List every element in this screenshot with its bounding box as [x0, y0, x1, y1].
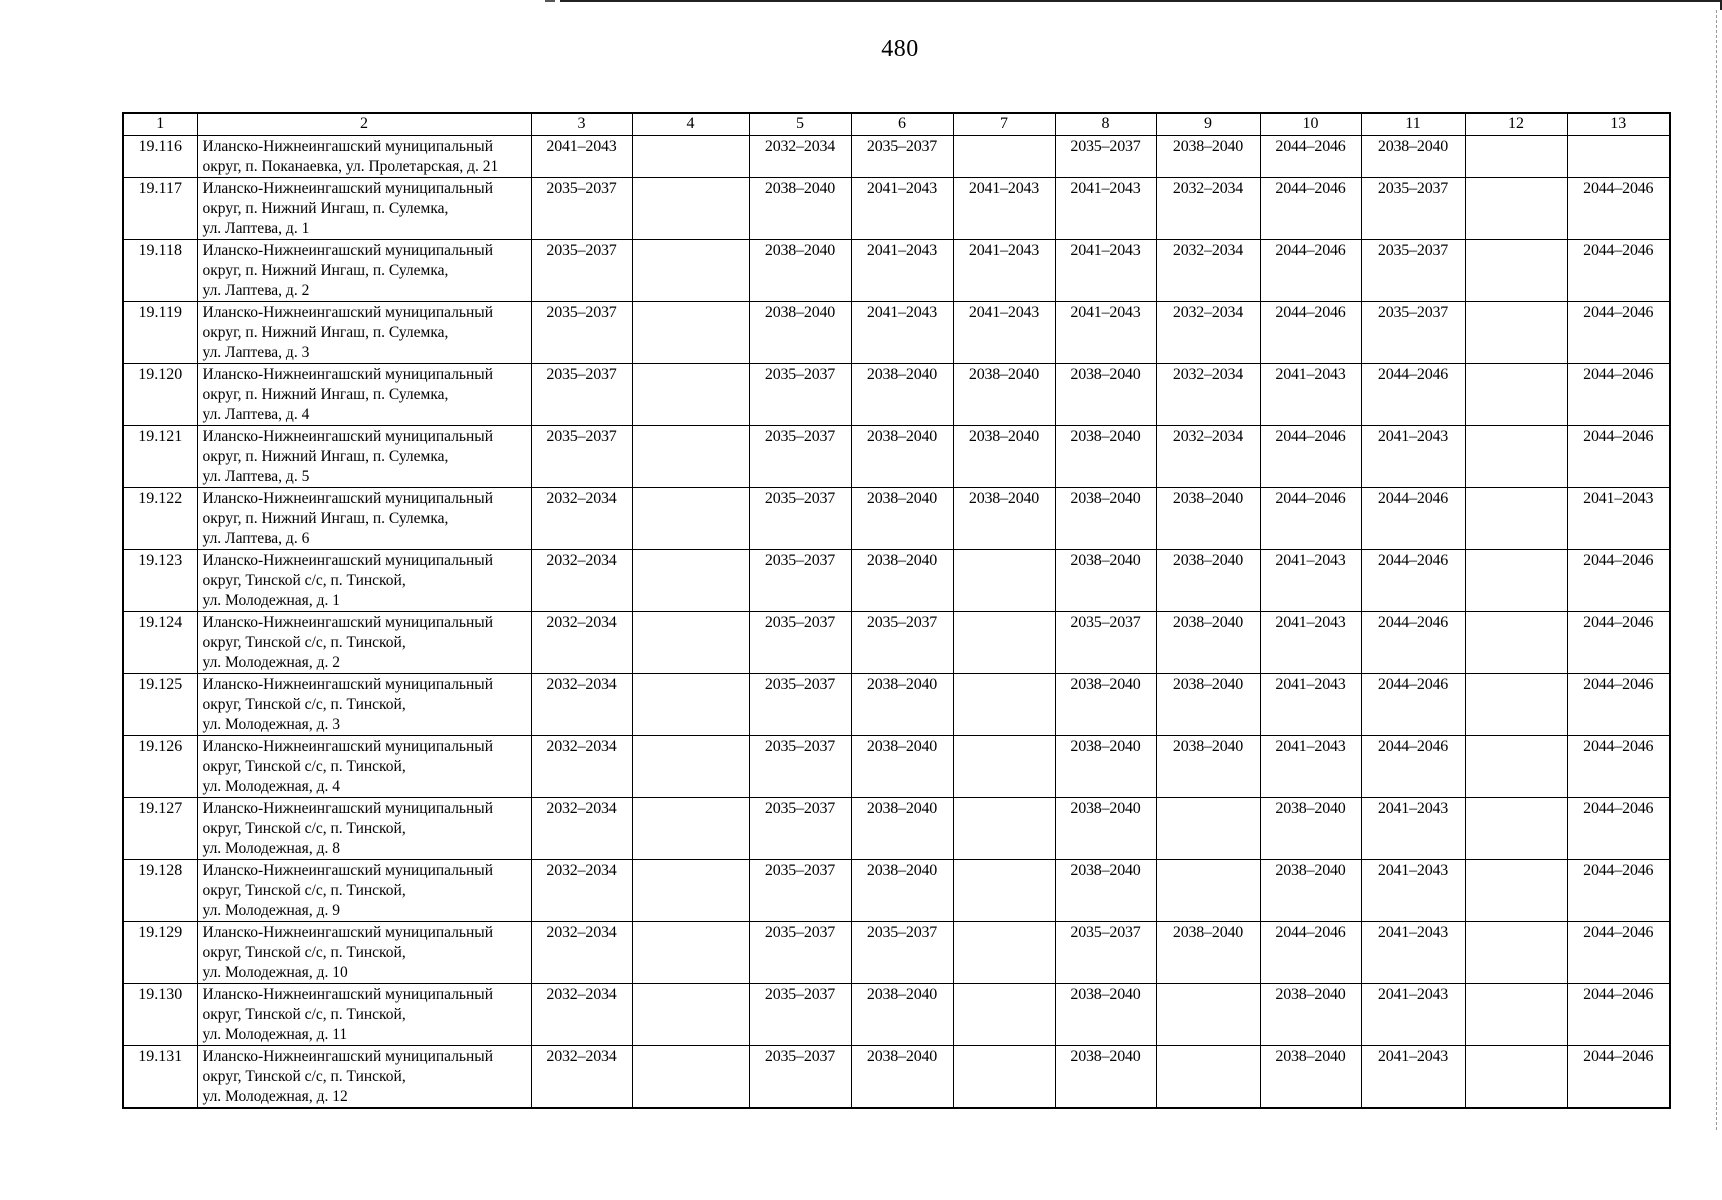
- address-line: Иланско-Нижнеингашский муниципальный: [202, 924, 494, 941]
- column-header-6: 6: [851, 113, 953, 136]
- address-cell: [197, 488, 531, 550]
- table-row: [123, 860, 1670, 922]
- period-cell-7: [953, 550, 1055, 612]
- period-cell-12: [1465, 426, 1567, 488]
- address-line: Иланско-Нижнеингашский муниципальный: [202, 614, 494, 631]
- period-cell-13: 2041–2043: [1567, 488, 1670, 550]
- period-cell-7: 2041–2043: [953, 178, 1055, 240]
- period-cell-12: [1465, 550, 1567, 612]
- period-cell-11: 2041–2043: [1361, 922, 1465, 984]
- period-cell-10: 2044–2046: [1260, 302, 1361, 364]
- period-cell-8: 2038–2040: [1055, 860, 1156, 922]
- period-cell-8: 2038–2040: [1055, 984, 1156, 1046]
- address-line: ул. Молодежная, д. 3: [202, 716, 340, 733]
- address-cell: [197, 550, 531, 612]
- period-cell-8: 2038–2040: [1055, 674, 1156, 736]
- address-line: ул. Молодежная, д. 2: [202, 654, 340, 671]
- table-row: [123, 674, 1670, 736]
- period-cell-8: 2038–2040: [1055, 798, 1156, 860]
- period-cell-12: [1465, 178, 1567, 240]
- period-cell-4: [632, 240, 749, 302]
- table-row: [123, 922, 1670, 984]
- period-cell-8: 2038–2040: [1055, 550, 1156, 612]
- row-number: 19.122: [123, 488, 197, 550]
- period-cell-4: [632, 798, 749, 860]
- period-cell-8: 2035–2037: [1055, 136, 1156, 178]
- address-line: Иланско-Нижнеингашский муниципальный: [202, 490, 494, 507]
- address-cell: [197, 178, 531, 240]
- column-header-7: 7: [953, 113, 1055, 136]
- address-cell: [197, 674, 531, 736]
- period-cell-5: 2035–2037: [749, 798, 851, 860]
- address-line: округ, Тинской с/с, п. Тинской,: [202, 1068, 406, 1085]
- period-cell-11: 2041–2043: [1361, 1046, 1465, 1109]
- period-cell-7: [953, 798, 1055, 860]
- period-cell-3: 2032–2034: [531, 798, 632, 860]
- address-line: округ, п. Нижний Ингаш, п. Сулемка,: [202, 262, 449, 279]
- row-number: 19.116: [123, 136, 197, 178]
- period-cell-6: 2038–2040: [851, 674, 953, 736]
- period-cell-11: 2041–2043: [1361, 426, 1465, 488]
- row-number: 19.123: [123, 550, 197, 612]
- period-cell-6: 2038–2040: [851, 488, 953, 550]
- period-cell-7: [953, 612, 1055, 674]
- period-cell-13: 2044–2046: [1567, 674, 1670, 736]
- period-cell-12: [1465, 798, 1567, 860]
- period-cell-6: 2041–2043: [851, 240, 953, 302]
- row-number: 19.130: [123, 984, 197, 1046]
- period-cell-8: 2041–2043: [1055, 178, 1156, 240]
- period-cell-5: 2035–2037: [749, 364, 851, 426]
- period-cell-4: [632, 984, 749, 1046]
- period-cell-7: 2041–2043: [953, 240, 1055, 302]
- period-cell-6: 2038–2040: [851, 798, 953, 860]
- period-cell-12: [1465, 860, 1567, 922]
- address-line: округ, Тинской с/с, п. Тинской,: [202, 820, 406, 837]
- period-cell-3: 2032–2034: [531, 612, 632, 674]
- period-cell-9: [1156, 860, 1260, 922]
- address-cell: [197, 798, 531, 860]
- address-line: округ, Тинской с/с, п. Тинской,: [202, 634, 406, 651]
- period-cell-6: 2038–2040: [851, 1046, 953, 1109]
- period-cell-7: [953, 922, 1055, 984]
- period-cell-6: 2038–2040: [851, 736, 953, 798]
- period-cell-12: [1465, 364, 1567, 426]
- period-cell-5: 2035–2037: [749, 1046, 851, 1109]
- table-row: [123, 364, 1670, 426]
- period-cell-13: 2044–2046: [1567, 426, 1670, 488]
- period-cell-10: 2044–2046: [1260, 488, 1361, 550]
- period-cell-3: 2035–2037: [531, 426, 632, 488]
- period-cell-8: 2038–2040: [1055, 488, 1156, 550]
- column-header-12: 12: [1465, 113, 1567, 136]
- period-cell-6: 2035–2037: [851, 922, 953, 984]
- period-cell-12: [1465, 136, 1567, 178]
- table-row: [123, 302, 1670, 364]
- period-cell-12: [1465, 736, 1567, 798]
- period-cell-3: 2035–2037: [531, 240, 632, 302]
- address-line: ул. Лаптева, д. 6: [202, 530, 310, 547]
- address-cell: [197, 860, 531, 922]
- address-line: ул. Молодежная, д. 1: [202, 592, 340, 609]
- row-number: 19.125: [123, 674, 197, 736]
- period-cell-5: 2035–2037: [749, 488, 851, 550]
- period-cell-9: 2032–2034: [1156, 240, 1260, 302]
- period-cell-6: 2038–2040: [851, 550, 953, 612]
- address-line: округ, Тинской с/с, п. Тинской,: [202, 944, 406, 961]
- period-cell-7: 2038–2040: [953, 488, 1055, 550]
- period-cell-11: 2035–2037: [1361, 302, 1465, 364]
- period-cell-6: 2041–2043: [851, 178, 953, 240]
- column-header-13: 13: [1567, 113, 1670, 136]
- period-cell-11: 2044–2046: [1361, 612, 1465, 674]
- column-header-1: 1: [123, 113, 197, 136]
- address-line: Иланско-Нижнеингашский муниципальный: [202, 1048, 494, 1065]
- address-line: ул. Молодежная, д. 11: [202, 1026, 348, 1043]
- address-line: ул. Лаптева, д. 5: [202, 468, 310, 485]
- address-line: ул. Молодежная, д. 4: [202, 778, 340, 795]
- period-cell-3: 2035–2037: [531, 364, 632, 426]
- period-cell-13: 2044–2046: [1567, 178, 1670, 240]
- period-cell-9: [1156, 984, 1260, 1046]
- schedule-table: [122, 112, 1671, 1109]
- address-line: ул. Молодежная, д. 9: [202, 902, 340, 919]
- period-cell-4: [632, 674, 749, 736]
- row-number: 19.131: [123, 1046, 197, 1109]
- period-cell-13: 2044–2046: [1567, 922, 1670, 984]
- column-header-4: 4: [632, 113, 749, 136]
- period-cell-3: 2035–2037: [531, 302, 632, 364]
- period-cell-3: 2032–2034: [531, 550, 632, 612]
- row-number: 19.119: [123, 302, 197, 364]
- period-cell-4: [632, 136, 749, 178]
- column-header-8: 8: [1055, 113, 1156, 136]
- address-line: ул. Молодежная, д. 10: [202, 964, 348, 981]
- period-cell-4: [632, 736, 749, 798]
- address-cell: [197, 426, 531, 488]
- period-cell-4: [632, 302, 749, 364]
- period-cell-6: 2038–2040: [851, 860, 953, 922]
- period-cell-3: 2032–2034: [531, 736, 632, 798]
- period-cell-4: [632, 178, 749, 240]
- address-line: Иланско-Нижнеингашский муниципальный: [202, 862, 494, 879]
- period-cell-11: 2041–2043: [1361, 798, 1465, 860]
- period-cell-6: 2038–2040: [851, 426, 953, 488]
- period-cell-5: 2038–2040: [749, 302, 851, 364]
- period-cell-10: 2038–2040: [1260, 1046, 1361, 1109]
- period-cell-13: 2044–2046: [1567, 364, 1670, 426]
- period-cell-11: 2038–2040: [1361, 136, 1465, 178]
- address-line: округ, п. Нижний Ингаш, п. Сулемка,: [202, 324, 449, 341]
- period-cell-8: 2038–2040: [1055, 1046, 1156, 1109]
- period-cell-13: 2044–2046: [1567, 550, 1670, 612]
- period-cell-5: 2038–2040: [749, 240, 851, 302]
- address-line: Иланско-Нижнеингашский муниципальный: [202, 986, 494, 1003]
- period-cell-7: [953, 984, 1055, 1046]
- address-line: Иланско-Нижнеингашский муниципальный: [202, 428, 494, 445]
- address-cell: [197, 984, 531, 1046]
- period-cell-13: 2044–2046: [1567, 984, 1670, 1046]
- column-header-11: 11: [1361, 113, 1465, 136]
- period-cell-4: [632, 426, 749, 488]
- period-cell-7: 2038–2040: [953, 364, 1055, 426]
- address-line: округ, Тинской с/с, п. Тинской,: [202, 696, 406, 713]
- row-number: 19.129: [123, 922, 197, 984]
- period-cell-7: [953, 1046, 1055, 1109]
- period-cell-11: 2044–2046: [1361, 364, 1465, 426]
- period-cell-5: 2035–2037: [749, 612, 851, 674]
- period-cell-7: 2038–2040: [953, 426, 1055, 488]
- address-line: Иланско-Нижнеингашский муниципальный: [202, 304, 494, 321]
- address-cell: [197, 136, 531, 178]
- table-body: [123, 136, 1670, 1109]
- column-header-3: 3: [531, 113, 632, 136]
- period-cell-10: 2044–2046: [1260, 240, 1361, 302]
- period-cell-13: 2044–2046: [1567, 1046, 1670, 1109]
- period-cell-8: 2038–2040: [1055, 364, 1156, 426]
- period-cell-5: 2035–2037: [749, 736, 851, 798]
- period-cell-9: [1156, 1046, 1260, 1109]
- period-cell-13: [1567, 136, 1670, 178]
- period-cell-4: [632, 922, 749, 984]
- row-number: 19.120: [123, 364, 197, 426]
- address-cell: [197, 612, 531, 674]
- period-cell-12: [1465, 1046, 1567, 1109]
- period-cell-12: [1465, 240, 1567, 302]
- address-line: ул. Лаптева, д. 2: [202, 282, 310, 299]
- address-line: ул. Молодежная, д. 8: [202, 840, 340, 857]
- row-number: 19.124: [123, 612, 197, 674]
- address-line: Иланско-Нижнеингашский муниципальный: [202, 138, 494, 155]
- address-line: Иланско-Нижнеингашский муниципальный: [202, 800, 494, 817]
- row-number: 19.128: [123, 860, 197, 922]
- period-cell-10: 2041–2043: [1260, 612, 1361, 674]
- table-row: [123, 550, 1670, 612]
- period-cell-11: 2041–2043: [1361, 860, 1465, 922]
- right-edge-rule: [1716, 10, 1718, 1130]
- period-cell-11: 2044–2046: [1361, 550, 1465, 612]
- period-cell-8: 2035–2037: [1055, 922, 1156, 984]
- address-line: округ, Тинской с/с, п. Тинской,: [202, 572, 406, 589]
- period-cell-10: 2041–2043: [1260, 550, 1361, 612]
- table-row: [123, 426, 1670, 488]
- address-line: округ, п. Нижний Ингаш, п. Сулемка,: [202, 448, 449, 465]
- period-cell-10: 2044–2046: [1260, 178, 1361, 240]
- row-number: 19.127: [123, 798, 197, 860]
- address-line: округ, п. Нижний Ингаш, п. Сулемка,: [202, 510, 449, 527]
- period-cell-9: 2032–2034: [1156, 178, 1260, 240]
- address-line: Иланско-Нижнеингашский муниципальный: [202, 180, 494, 197]
- column-header-2: 2: [197, 113, 531, 136]
- address-line: Иланско-Нижнеингашский муниципальный: [202, 552, 494, 569]
- period-cell-5: 2035–2037: [749, 860, 851, 922]
- table-row: [123, 178, 1670, 240]
- column-number-row: [123, 113, 1670, 136]
- period-cell-9: [1156, 798, 1260, 860]
- table-row: [123, 612, 1670, 674]
- period-cell-8: 2038–2040: [1055, 426, 1156, 488]
- period-cell-7: [953, 674, 1055, 736]
- period-cell-8: 2038–2040: [1055, 736, 1156, 798]
- period-cell-5: 2038–2040: [749, 178, 851, 240]
- address-line: Иланско-Нижнеингашский муниципальный: [202, 738, 494, 755]
- period-cell-9: 2038–2040: [1156, 674, 1260, 736]
- table-row: [123, 488, 1670, 550]
- address-cell: [197, 922, 531, 984]
- column-header-5: 5: [749, 113, 851, 136]
- period-cell-3: 2032–2034: [531, 860, 632, 922]
- address-line: Иланско-Нижнеингашский муниципальный: [202, 366, 494, 383]
- period-cell-13: 2044–2046: [1567, 860, 1670, 922]
- period-cell-11: 2035–2037: [1361, 240, 1465, 302]
- address-cell: [197, 240, 531, 302]
- period-cell-5: 2035–2037: [749, 922, 851, 984]
- period-cell-10: 2044–2046: [1260, 136, 1361, 178]
- period-cell-6: 2038–2040: [851, 364, 953, 426]
- top-rule-segment: [545, 0, 555, 2]
- period-cell-4: [632, 488, 749, 550]
- period-cell-10: 2038–2040: [1260, 860, 1361, 922]
- period-cell-10: 2044–2046: [1260, 426, 1361, 488]
- period-cell-5: 2035–2037: [749, 550, 851, 612]
- period-cell-3: 2032–2034: [531, 674, 632, 736]
- table-row: [123, 240, 1670, 302]
- period-cell-12: [1465, 612, 1567, 674]
- period-cell-4: [632, 550, 749, 612]
- column-header-10: 10: [1260, 113, 1361, 136]
- period-cell-3: 2035–2037: [531, 178, 632, 240]
- table-row: [123, 1046, 1670, 1109]
- row-number: 19.117: [123, 178, 197, 240]
- period-cell-3: 2041–2043: [531, 136, 632, 178]
- period-cell-4: [632, 1046, 749, 1109]
- period-cell-11: 2044–2046: [1361, 488, 1465, 550]
- period-cell-4: [632, 612, 749, 674]
- row-number: 19.118: [123, 240, 197, 302]
- period-cell-9: 2038–2040: [1156, 736, 1260, 798]
- period-cell-13: 2044–2046: [1567, 612, 1670, 674]
- period-cell-10: 2038–2040: [1260, 984, 1361, 1046]
- period-cell-7: [953, 736, 1055, 798]
- address-line: ул. Молодежная, д. 12: [202, 1088, 348, 1105]
- period-cell-12: [1465, 984, 1567, 1046]
- address-line: округ, Тинской с/с, п. Тинской,: [202, 1006, 406, 1023]
- period-cell-9: 2032–2034: [1156, 364, 1260, 426]
- period-cell-11: 2041–2043: [1361, 984, 1465, 1046]
- period-cell-11: 2035–2037: [1361, 178, 1465, 240]
- address-line: округ, Тинской с/с, п. Тинской,: [202, 882, 406, 899]
- row-number: 19.126: [123, 736, 197, 798]
- table-row: [123, 798, 1670, 860]
- column-header-9: 9: [1156, 113, 1260, 136]
- period-cell-5: 2035–2037: [749, 984, 851, 1046]
- top-rule: [560, 0, 1722, 10]
- period-cell-8: 2041–2043: [1055, 240, 1156, 302]
- address-line: ул. Лаптева, д. 1: [202, 220, 310, 237]
- address-cell: [197, 1046, 531, 1109]
- period-cell-5: 2032–2034: [749, 136, 851, 178]
- period-cell-8: 2041–2043: [1055, 302, 1156, 364]
- period-cell-10: 2044–2046: [1260, 922, 1361, 984]
- period-cell-4: [632, 860, 749, 922]
- address-cell: [197, 364, 531, 426]
- period-cell-9: 2038–2040: [1156, 612, 1260, 674]
- period-cell-13: 2044–2046: [1567, 302, 1670, 364]
- table-row: [123, 136, 1670, 178]
- address-line: Иланско-Нижнеингашский муниципальный: [202, 242, 494, 259]
- period-cell-3: 2032–2034: [531, 922, 632, 984]
- period-cell-6: 2041–2043: [851, 302, 953, 364]
- period-cell-6: 2038–2040: [851, 984, 953, 1046]
- period-cell-9: 2032–2034: [1156, 302, 1260, 364]
- period-cell-7: [953, 860, 1055, 922]
- period-cell-6: 2035–2037: [851, 612, 953, 674]
- address-line: округ, п. Нижний Ингаш, п. Сулемка,: [202, 200, 449, 217]
- period-cell-13: 2044–2046: [1567, 798, 1670, 860]
- address-cell: [197, 302, 531, 364]
- address-line: ул. Лаптева, д. 3: [202, 344, 310, 361]
- period-cell-5: 2035–2037: [749, 426, 851, 488]
- address-line: округ, п. Поканаевка, ул. Пролетарская, д. 21: [202, 158, 499, 175]
- period-cell-13: 2044–2046: [1567, 736, 1670, 798]
- period-cell-9: 2038–2040: [1156, 488, 1260, 550]
- period-cell-10: 2041–2043: [1260, 364, 1361, 426]
- period-cell-9: 2032–2034: [1156, 426, 1260, 488]
- period-cell-13: 2044–2046: [1567, 240, 1670, 302]
- page-number: 480: [881, 36, 919, 62]
- period-cell-10: 2041–2043: [1260, 674, 1361, 736]
- period-cell-9: 2038–2040: [1156, 550, 1260, 612]
- period-cell-12: [1465, 488, 1567, 550]
- address-line: ул. Лаптева, д. 4: [202, 406, 310, 423]
- period-cell-10: 2041–2043: [1260, 736, 1361, 798]
- period-cell-11: 2044–2046: [1361, 674, 1465, 736]
- period-cell-6: 2035–2037: [851, 136, 953, 178]
- period-cell-3: 2032–2034: [531, 1046, 632, 1109]
- period-cell-3: 2032–2034: [531, 984, 632, 1046]
- period-cell-7: 2041–2043: [953, 302, 1055, 364]
- table-row: [123, 736, 1670, 798]
- table-row: [123, 984, 1670, 1046]
- period-cell-7: [953, 136, 1055, 178]
- period-cell-12: [1465, 922, 1567, 984]
- period-cell-10: 2038–2040: [1260, 798, 1361, 860]
- period-cell-12: [1465, 674, 1567, 736]
- address-line: округ, Тинской с/с, п. Тинской,: [202, 758, 406, 775]
- period-cell-12: [1465, 302, 1567, 364]
- period-cell-9: 2038–2040: [1156, 922, 1260, 984]
- row-number: 19.121: [123, 426, 197, 488]
- period-cell-9: 2038–2040: [1156, 136, 1260, 178]
- period-cell-5: 2035–2037: [749, 674, 851, 736]
- address-cell: [197, 736, 531, 798]
- address-line: Иланско-Нижнеингашский муниципальный: [202, 676, 494, 693]
- period-cell-4: [632, 364, 749, 426]
- period-cell-8: 2035–2037: [1055, 612, 1156, 674]
- period-cell-3: 2032–2034: [531, 488, 632, 550]
- period-cell-11: 2044–2046: [1361, 736, 1465, 798]
- address-line: округ, п. Нижний Ингаш, п. Сулемка,: [202, 386, 449, 403]
